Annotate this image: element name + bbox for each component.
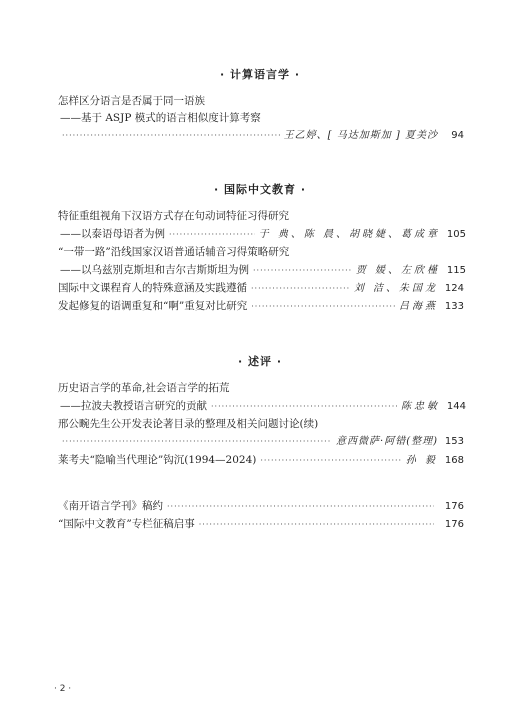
entry-author: 意西微萨·阿错(整理) [336,436,438,447]
entry-subtitle: ——以乌兹别克斯坦和吉尔吉斯斯坦为例 [60,264,249,276]
entry-author: 吕海燕 [399,301,438,312]
entry-title: 怎样区分语言是否属于同一语族 [58,95,205,107]
entry-author: 王乙婷、[ 马达加斯加 ] 夏美沙 [283,130,438,141]
entry-page-number: 153 [444,436,464,447]
entry-subtitle: ——以泰语母语者为例 [60,228,165,240]
toc-entry-title[interactable] [58,416,464,432]
leader-dots [167,499,434,515]
leader-dots [62,434,332,450]
entry-page-number: 168 [444,455,464,466]
section-heading-international-chinese-education: · 国际中文教育 · [213,183,307,196]
toc-entry-subtitle-line[interactable] [60,398,466,414]
entry-page-number: 176 [444,519,464,530]
entry-author: 贾 媛、左欣槿 [355,265,440,276]
entry-author: 陈忠敏 [401,401,440,412]
entry-author: 刘 洁、朱国龙 [353,283,438,294]
entry-title: “一带一路”沿线国家汉语普通话辅音习得策略研究 [58,246,290,258]
leader-dots [251,281,350,297]
entry-author: 于 典、陈 晨、胡晓婕、葛成章 [258,229,440,240]
entry-page-number: 144 [446,401,466,412]
entry-title: 发起修复的语调重复和“啊”重复对比研究 [58,300,248,312]
leader-dots [62,128,280,144]
entry-title: 国际中文课程育人的特殊意涵及实践遵循 [58,282,247,294]
leader-dots [199,517,434,533]
toc-entry-line[interactable] [58,280,464,296]
page-folio: · 2 · [54,684,72,694]
entry-page-number: 176 [444,501,464,512]
toc-entry-author-line[interactable] [58,434,464,450]
entry-title: “国际中文教育”专栏征稿启事 [58,518,195,530]
toc-entry-title[interactable] [58,93,464,109]
section-heading-reviews: · 述评 · [237,355,283,368]
entry-subtitle: ——拉波夫教授语言研究的贡献 [60,400,207,412]
toc-entry-line[interactable] [58,516,464,532]
entry-author: 孙 毅 [405,455,438,466]
entry-title: 莱考夫“隐喻当代理论”钩沉(1994—2024) [58,454,257,466]
entry-page-number: 124 [444,283,464,294]
toc-entry-subtitle-line[interactable] [60,226,466,242]
entry-title: 特征重组视角下汉语方式存在句动词特征习得研究 [58,210,289,222]
entry-page-number: 105 [446,229,466,240]
toc-entry-title[interactable] [58,208,464,224]
toc-entry-subtitle-line[interactable] [60,262,466,278]
toc-entry-line[interactable] [58,452,464,468]
toc-entry-subtitle [60,110,466,126]
entry-title: 历史语言学的革命,社会语言学的拓荒 [58,382,230,394]
toc-entry-title[interactable] [58,380,464,396]
leader-dots [260,453,401,469]
leader-dots [253,263,352,279]
toc-entry-title[interactable] [58,244,464,260]
entry-page-number: 115 [446,265,466,276]
section-heading-computational-linguistics: · 计算语言学 · [219,68,301,81]
entry-title: 《南开语言学刊》稿约 [58,500,163,512]
leader-dots [251,299,395,315]
toc-entry-line[interactable] [58,298,464,314]
entry-page-number: 133 [444,301,464,312]
entry-subtitle: ——基于 ASJP 模式的语言相似度计算考察 [60,112,261,124]
entry-title: 邢公畹先生公开发表论著目录的整理及相关问题讨论(续) [58,418,319,430]
leader-dots [169,227,255,243]
entry-page-number: 94 [451,130,464,141]
toc-entry-author-line[interactable] [58,128,464,144]
toc-entry-line[interactable] [58,498,464,514]
leader-dots [211,399,397,415]
